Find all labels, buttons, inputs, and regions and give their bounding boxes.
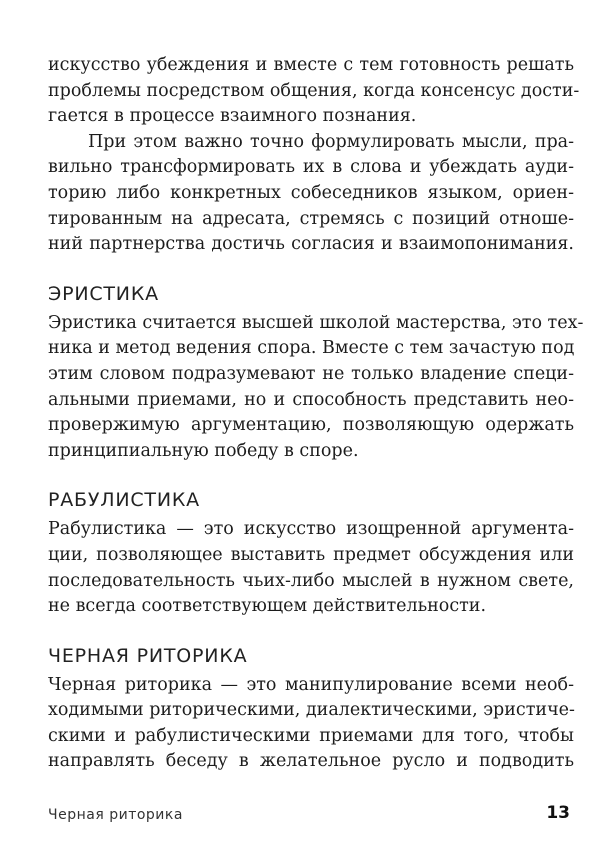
section-rabulistics <box>48 486 574 619</box>
page-footer <box>48 803 570 827</box>
text-line: Черная риторика — это манипулирование всеми необ- <box>48 674 574 695</box>
text-line: этим словом подразумевают не только владение специ- <box>48 363 574 384</box>
text-line: При этом важно точно формулировать мысли, пра- <box>88 131 574 152</box>
text-line: проблемы посредством общения, когда консенсус дости- <box>48 80 580 101</box>
text-line: ции, позволяющее выставить предмет обсуждения или <box>48 544 574 565</box>
text-line: вильно трансформировать их в слова и убеждать ауди- <box>48 157 574 178</box>
text-line: тированным на адресата, стремясь с позиций отноше- <box>48 208 574 229</box>
text-line: провержимую аргументацию, позволяющую одержать <box>48 415 574 436</box>
page-number: 13 <box>546 803 570 823</box>
text-line: не всегда соответствующем действительности. <box>48 596 487 617</box>
text-line: принципиальную победу в споре. <box>48 440 359 461</box>
section-black-rhetoric <box>48 642 574 775</box>
text-line: искусство убеждения и вместе с тем готовность решать <box>48 55 574 75</box>
page-body <box>48 53 584 775</box>
section-heading: ЧЕРНАЯ РИТОРИКА <box>48 644 248 667</box>
text-line: ходимыми риторическими, диалектическими, эристиче- <box>48 700 575 721</box>
text-line: альными приемами, но и способность представить нео- <box>48 389 574 410</box>
running-title: Черная риторика <box>48 807 183 823</box>
text-line: скими и рабулистическими приемами для того, чтобы <box>48 725 574 746</box>
section-heading: ЭРИСТИКА <box>48 282 159 305</box>
section-eristics <box>48 280 584 465</box>
text-line: ний партнерства достичь согласия и взаимопонимания. <box>48 234 574 255</box>
text-line: последовательность чьих-либо мыслей в нужном свете, <box>48 570 574 591</box>
intro-paragraph <box>48 53 580 130</box>
text-line: ника и метод ведения спора. Вместе с тем зачастую под <box>48 338 575 359</box>
text-line: гается в процессе взаимного познания. <box>48 106 417 127</box>
text-line: направлять беседу в желательное русло и подводить <box>48 751 574 772</box>
text-line: Эристика считается высшей школой мастерства, это тех- <box>48 312 584 333</box>
section-heading: РАБУЛИСТИКА <box>48 489 200 512</box>
text-line: торию либо конкретных собеседников языком, ориен- <box>48 182 574 203</box>
intro-paragraph-2 <box>48 130 574 258</box>
text-line: Рабулистика — это искусство изощренной аргумента- <box>48 519 574 540</box>
